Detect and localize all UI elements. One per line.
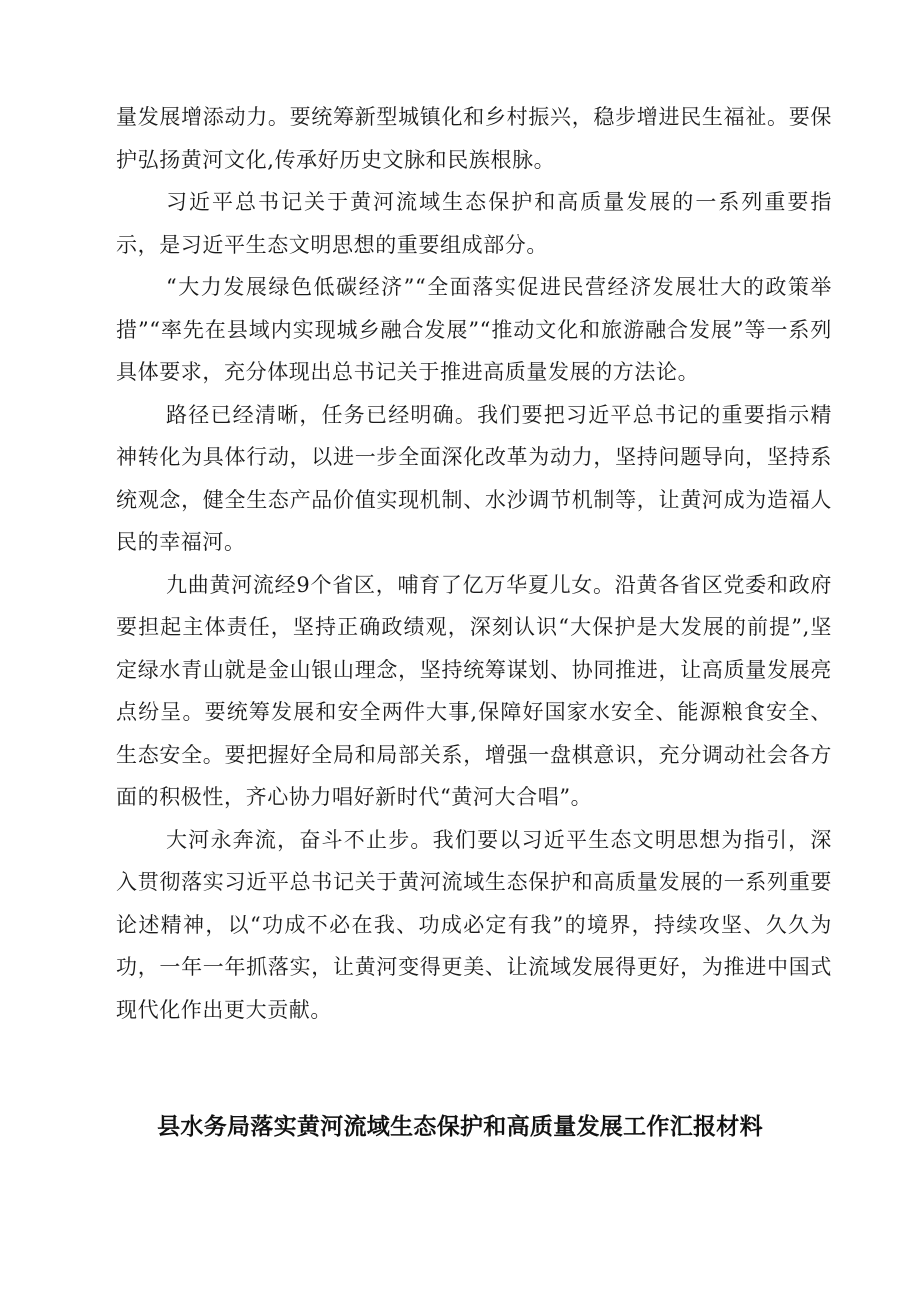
paragraph-directives: 习近平总书记关于黄河流域生态保护和高质量发展的一系列重要指示，是习近平生态文明思想的重要组成部分。	[116, 190, 832, 257]
paragraph-conclusion: 大河永奔流，奋斗不止步。我们要以习近平生态文明思想为指引，深入贯彻落实习近平总书记关于黄河流域生态保护和高质量发展的一系列重要论述精神，以“功成不必在我、功成必定有我”的境界，持续攻坚、久久为功，一年一年抓落实，让黄河变得更美、让流域发展得更好，为推进中国式现代化作出更大贡献。	[116, 827, 832, 1022]
paragraph-continuation: 量发展增添动力。要统筹新型城镇化和乡村振兴，稳步增进民生福祉。要保护弘扬黄河文化,传承好历史文脉和民族根脉。	[116, 105, 832, 172]
paragraph-action-path: 路径已经清晰，任务已经明确。我们要把习近平总书记的重要指示精神转化为具体行动，以进一步全面深化改革为动力，坚持问题导向，坚持系统观念，健全生态产品价值实现机制、水沙调节机制等，让黄河成为造福人民的幸福河。	[116, 402, 832, 554]
section-heading: 县水务局落实黄河流域生态保护和高质量发展工作汇报材料	[157, 1114, 763, 1140]
document-body	[116, 96, 832, 1031]
paragraph-provinces: 九曲黄河流经9个省区，哺育了亿万华夏儿女。沿黄各省区党委和政府要担起主体责任，坚持正确政绩观，深刻认识“大保护是大发展的前提”,坚定绿水青山就是金山银山理念，坚持统筹谋划、协同推进，让高质量发展亮点纷呈。要统筹发展和安全两件大事,保障好国家水安全、能源粮食安全、生态安全。要把握好全局和局部关系，增强一盘棋意识，充分调动社会各方面的积极性，齐心协力唱好新时代“黄河大合唱”。	[116, 572, 832, 809]
paragraph-requirements: “大力发展绿色低碳经济”“全面落实促进民营经济发展壮大的政策举措”“率先在县域内实现城乡融合发展”“推动文化和旅游融合发展”等一系列具体要求，充分体现出总书记关于推进高质量发展的方法论。	[116, 275, 832, 384]
